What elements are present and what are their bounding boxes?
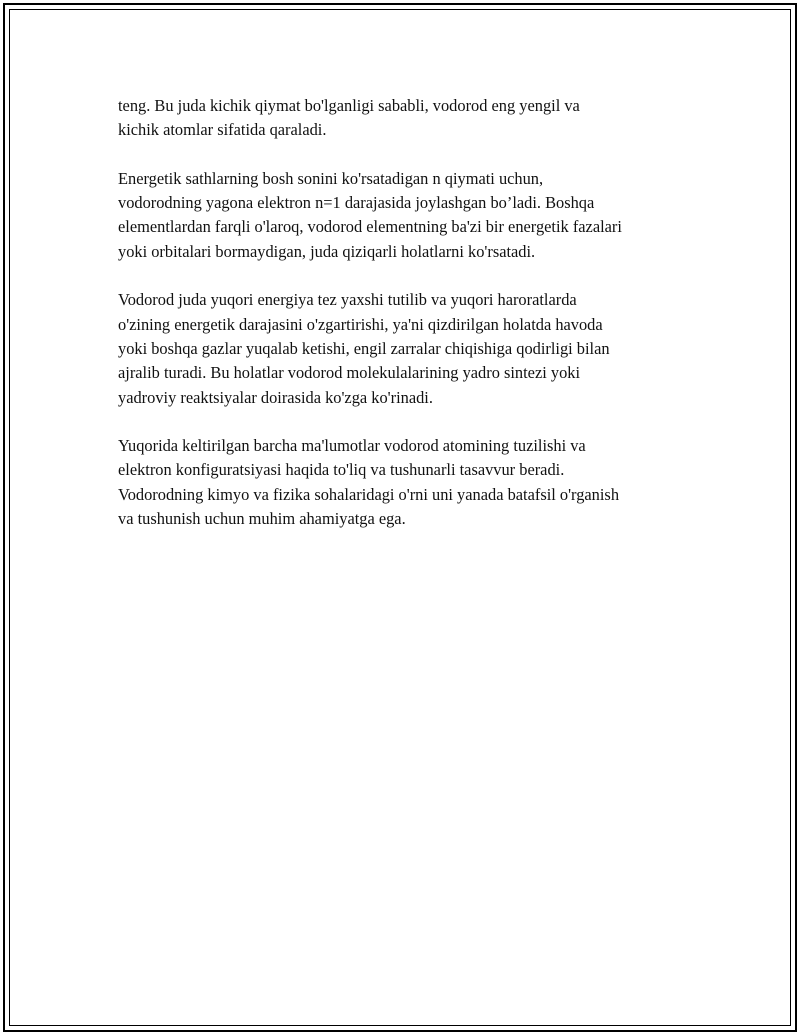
paragraph-2 (118, 167, 698, 264)
text-line: Vodorodning kimyo va fizika sohalaridagi o'rni uni yanada batafsil o'rganish (118, 484, 620, 504)
text-line: vodorodning yagona elektron n=1 darajasida joylashgan bo’ladi. Boshqa (118, 193, 595, 213)
text-line: Energetik sathlarning bosh sonini ko'rsatadigan n qiymati uchun, (118, 168, 544, 188)
text-line: va tushunish uchun muhim ahamiyatga ega. (118, 509, 406, 529)
text-line: kichik atomlar sifatida qaraladi. (118, 120, 327, 140)
text-line: yoki orbitalari bormaydigan, juda qiziqarli holatlarni ko'rsatadi. (118, 241, 536, 261)
text-line: ajralib turadi. Bu holatlar vodorod molekulalarining yadro sintezi yoki (118, 363, 581, 383)
text-line: elektron konfiguratsiyasi haqida to'liq va tushunarli tasavvur beradi. (118, 460, 565, 480)
text-line: teng. Bu juda kichik qiymat bo'lganligi sababli, vodorod eng yengil va (118, 96, 580, 115)
text-line: o'zining energetik darajasini o'zgartirishi, ya'ni qizdirilgan holatda havoda (118, 314, 603, 334)
text-line: elementlardan farqli o'laroq, vodorod elementning ba'zi bir energetik fazalari (118, 217, 622, 237)
paragraph-1 (118, 94, 698, 143)
text-line: Yuqorida keltirilgan barcha ma'lumotlar vodorod atomining tuzilishi va (118, 436, 586, 456)
text-line: Vodorod juda yuqori energiya tez yaxshi tutilib va yuqori haroratlarda (118, 290, 577, 310)
text-line: yadroviy reaktsiyalar doirasida ko'zga ko'rinadi. (118, 387, 433, 407)
document-body (118, 94, 698, 556)
text-line: yoki boshqa gazlar yuqalab ketishi, engil zarralar chiqishiga qodirligi bilan (118, 338, 610, 358)
paragraph-4 (118, 434, 698, 531)
paragraph-3 (118, 288, 698, 409)
